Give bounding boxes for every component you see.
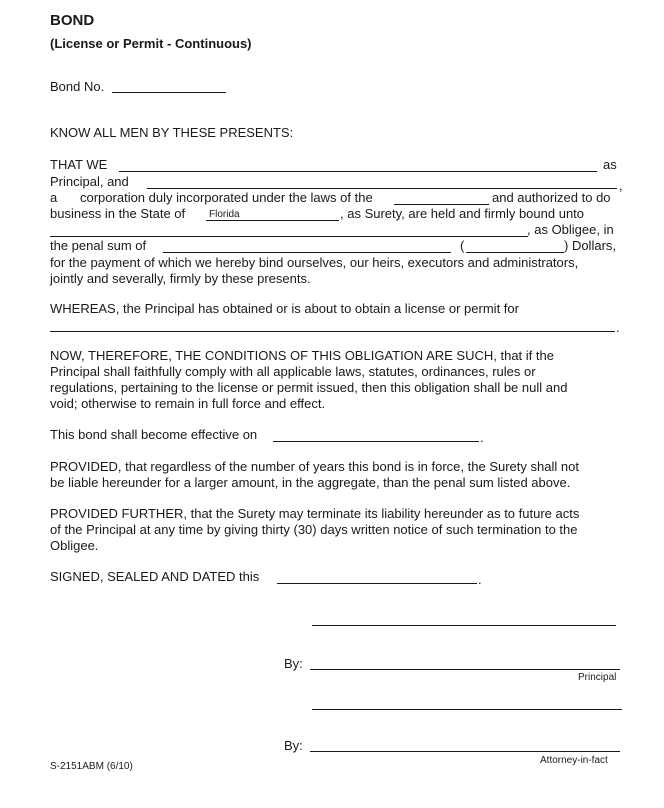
license-permit-field[interactable] [50, 331, 615, 332]
effective-text: This bond shall become effective on [50, 427, 258, 442]
a-label: a [50, 190, 58, 205]
penal-sum-words-field[interactable] [163, 252, 451, 253]
bond-no-field[interactable] [112, 92, 226, 93]
conditions-line-2: Principal shall faithfully comply with all applicable laws, statutes, ordinances, rules or [50, 364, 536, 379]
as-label: as [603, 157, 617, 172]
attorney-by-label: By: [284, 738, 303, 753]
comma-mark: , [619, 178, 623, 193]
penal-sum-label: the penal sum of [50, 238, 147, 253]
obligee-name-field[interactable] [50, 236, 528, 237]
business-state-label: business in the State of [50, 206, 186, 221]
conditions-line-4: void; otherwise to remain in full force and effect. [50, 396, 326, 411]
principal-name-field[interactable] [119, 171, 597, 172]
attorney-caption: Attorney-in-fact [540, 755, 608, 766]
provided-line-2: be liable hereunder for a larger amount, in the aggregate, than the penal sum listed above. [50, 475, 571, 490]
form-code: S-2151ABM (6/10) [50, 761, 133, 772]
principal-and-label: Principal, and [50, 174, 129, 189]
bond-no-label: Bond No. [50, 79, 105, 94]
provided-line-1: PROVIDED, that regardless of the number of years this bond is in force, the Surety shall not [50, 459, 579, 474]
effective-date-field[interactable] [273, 441, 479, 442]
conditions-line-3: regulations, pertaining to the license or permit issued, then this obligation shall be null and [50, 380, 568, 395]
payment-line-2: jointly and severally, firmly by these presents. [50, 271, 311, 286]
that-we-label: THAT WE [50, 157, 108, 172]
authorized-text: and authorized to do [492, 190, 611, 205]
surety-text: , as Surety, are held and firmly bound unto [340, 206, 585, 221]
document-title: BOND [50, 12, 95, 29]
provided-further-line-3: Obligee. [50, 538, 99, 553]
whereas-period: . [616, 320, 620, 335]
surety-name-line[interactable] [312, 709, 622, 710]
principal-by-label: By: [284, 656, 303, 671]
whereas-text: WHEREAS, the Principal has obtained or is about to obtain a license or permit for [50, 301, 519, 316]
dollars-label: ) Dollars, [564, 238, 617, 253]
effective-period: . [480, 430, 484, 445]
provided-further-line-2: of the Principal at any time by giving thirty (30) days written notice of such termination to the [50, 522, 578, 537]
business-state-field[interactable] [206, 220, 339, 221]
preamble-text: KNOW ALL MEN BY THESE PRESENTS: [50, 125, 294, 140]
state-of-incorporation-field[interactable] [394, 204, 489, 205]
paren-open: ( [460, 238, 465, 253]
signed-date-field[interactable] [277, 583, 477, 584]
principal-name-line[interactable] [312, 625, 616, 626]
principal-signature-line[interactable] [310, 669, 620, 670]
penal-sum-amount-field[interactable] [466, 252, 564, 253]
principal-caption: Principal [578, 672, 617, 683]
state-value: Florida [209, 209, 240, 220]
provided-further-line-1: PROVIDED FURTHER, that the Surety may terminate its liability hereunder as to future acts [50, 506, 580, 521]
obligee-text: , as Obligee, in [527, 222, 614, 237]
payment-line-1: for the payment of which we hereby bind ourselves, our heirs, executors and administrators, [50, 255, 579, 270]
surety-name-field[interactable] [147, 188, 617, 189]
attorney-signature-line[interactable] [310, 751, 620, 752]
conditions-line-1: NOW, THEREFORE, THE CONDITIONS OF THIS OBLIGATION ARE SUCH, that if the [50, 348, 554, 363]
signed-text: SIGNED, SEALED AND DATED this [50, 569, 260, 584]
signed-period: . [478, 572, 482, 587]
document-subtitle: (License or Permit - Continuous) [50, 36, 252, 51]
corp-text: corporation duly incorporated under the laws of the [80, 190, 373, 205]
